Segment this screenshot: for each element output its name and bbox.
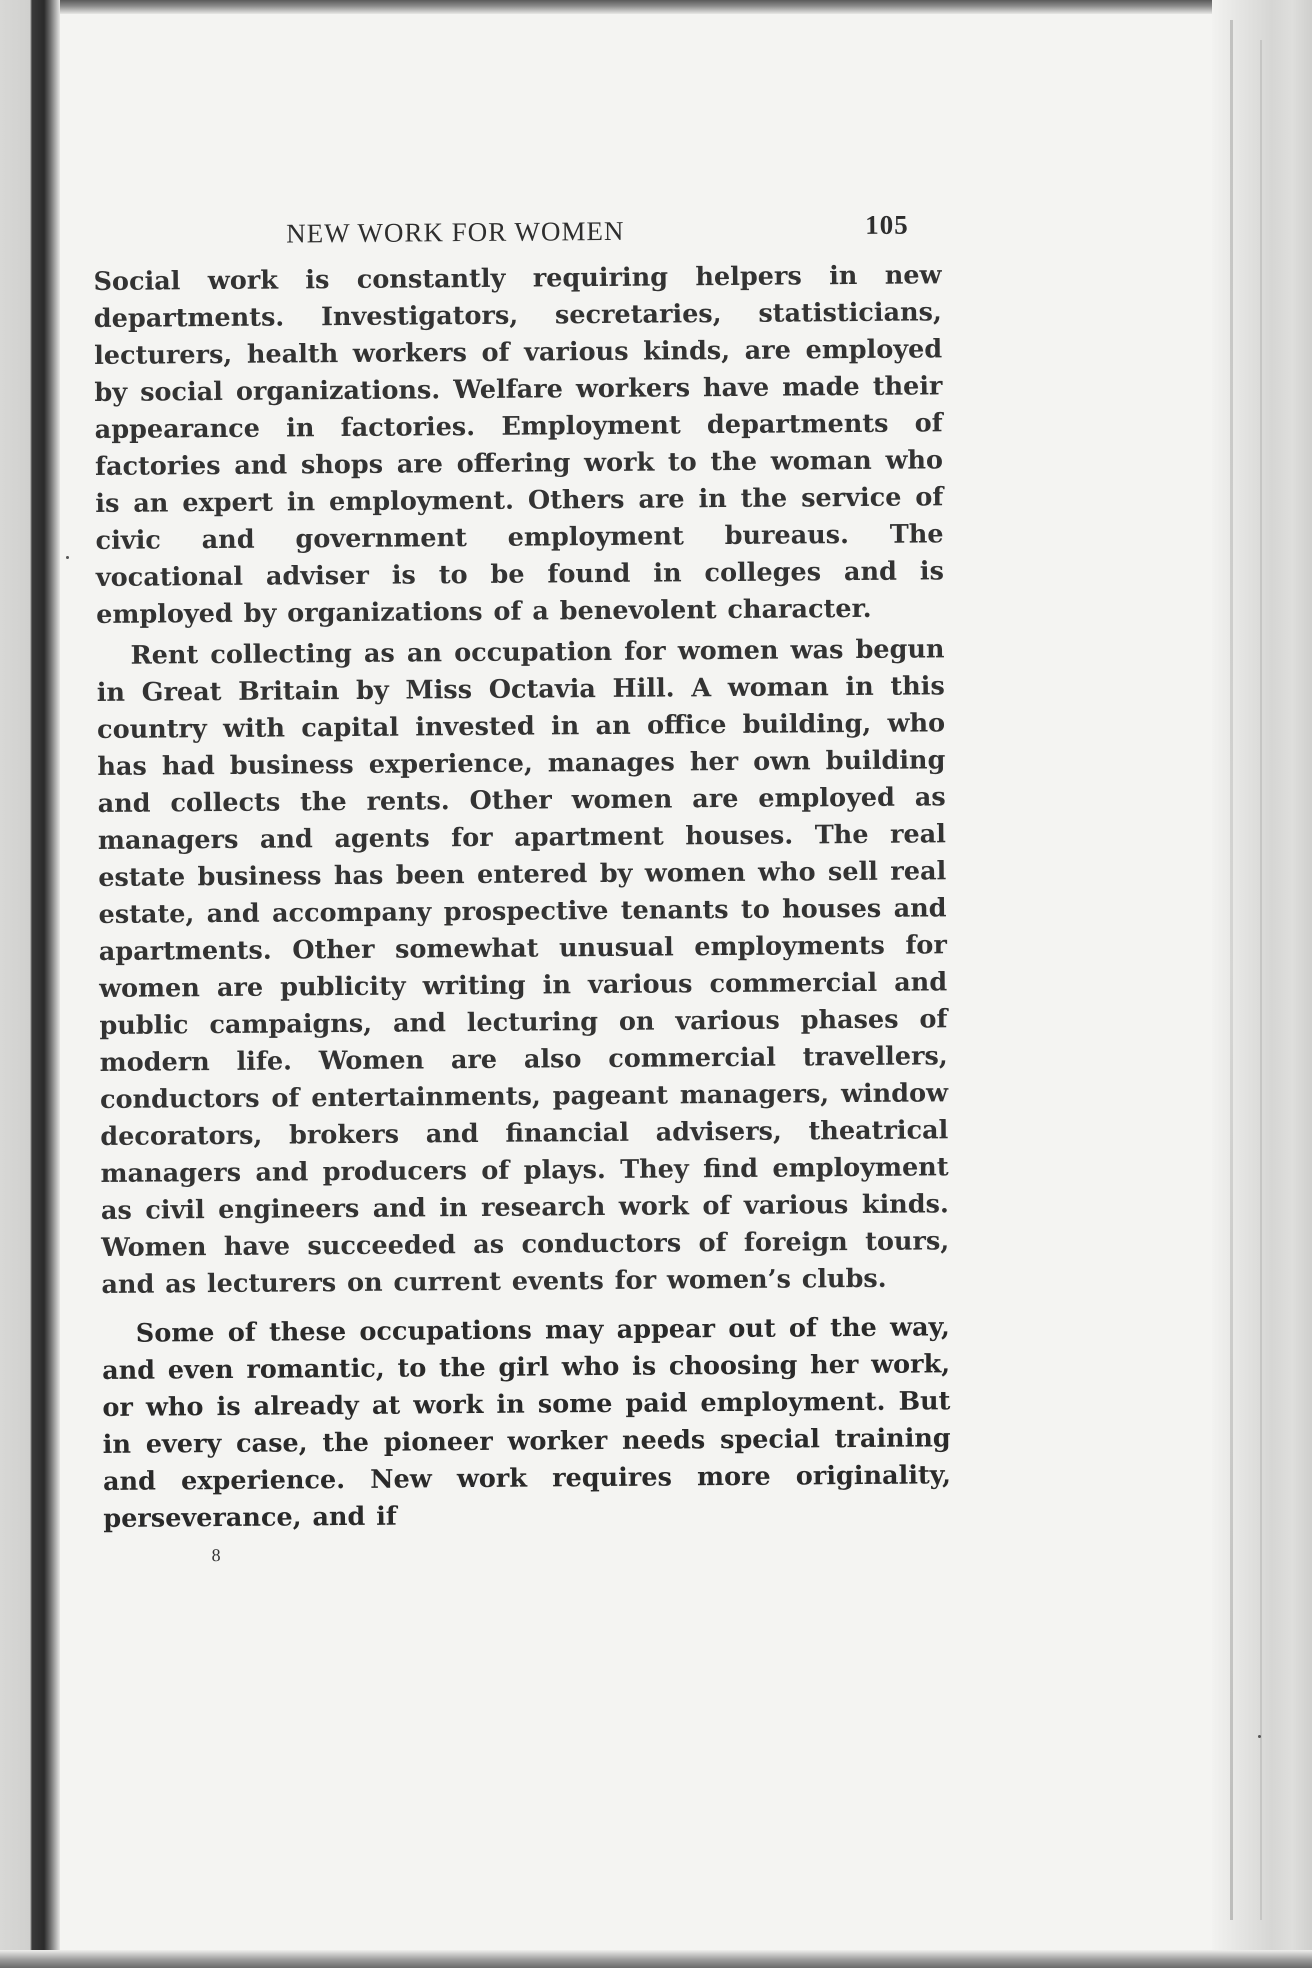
bottom-page-edge: [0, 1950, 1312, 1968]
page-number: 105: [865, 209, 909, 240]
print-speck: [1258, 1735, 1261, 1738]
print-speck: [66, 556, 69, 559]
page-content: [93, 201, 952, 1567]
paragraph-social-work: Social work is constantly requiring helpers in new departments. Investigators, secretaries, statisticians, lecturers, health workers of various kinds, are employed by social organizations. Welfare workers have made their appearance in factories. Employment departments of factories and shops are offering work to the woman who is an expert in employment. Others are in the service of civic and government employment bureaus. The vocational adviser is to be found in colleges and is employed by organizations of a benevolent character.: [93, 260, 944, 630]
page-stack-edge: [1212, 0, 1312, 1968]
paragraph-rent-collecting: Rent collecting as an occupation for women was begun in Great Britain by Miss Octavia Hill. A woman in this country with capital invested in an office building, who has had business experience, manages her own building and collects the rents. Other women are employed as managers and agents for apartment houses. The real estate business has been entered by women who sell real estate, and accompany prospective tenants to houses and apartments. Other somewhat unusual employments for women are publicity writing in various commercial and public campaigns, and lecturing on various phases of modern life. Women are also commercial travellers, conductors of entertainments, pageant managers, window decorators, brokers and financial advisers, theatrical managers and producers of plays. They find employment as civil engineers and in research work of various kinds. Women have succeeded as conductors of foreign tours, and as lecturers on current events for women’s clubs.: [96, 634, 950, 1300]
top-page-edge: [0, 0, 1312, 14]
running-title: NEW WORK FOR WOMEN: [286, 215, 625, 249]
running-head: [93, 201, 941, 256]
book-binding-gutter: [0, 0, 60, 1968]
signature-mark: 8: [211, 1545, 221, 1566]
paragraph-occupations: Some of these occupations may appear out of the way, and even romantic, to the girl who is choosing her work, or who is already at work in some paid employment. But in every case, the pioneer worker needs special training and experience. New work requires more originality, perseverance, and if: [102, 1312, 952, 1534]
